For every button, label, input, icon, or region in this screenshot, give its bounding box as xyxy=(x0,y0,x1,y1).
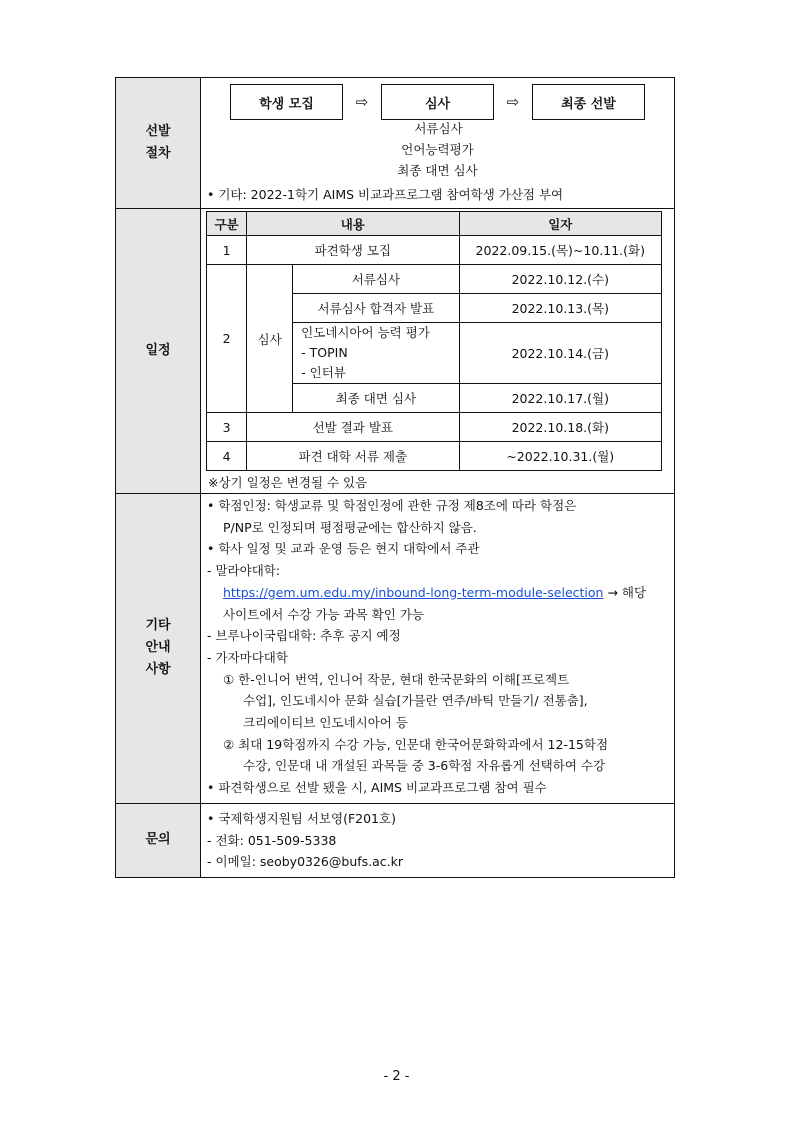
etc-line: - 가자마다대학 xyxy=(207,649,288,665)
arrow-icon: ⇨ xyxy=(506,93,520,111)
procedure-note: • 기타: 2022-1학기 AIMS 비교과프로그램 참여학생 가산점 부여 xyxy=(207,187,564,202)
table-row: 2 심사 서류심사 2022.10.12.(수) xyxy=(207,265,662,294)
col-header: 내용 xyxy=(247,212,459,236)
etc-line: 사이트에서 수강 가능 과목 확인 가능 xyxy=(223,606,424,622)
col-header: 구분 xyxy=(207,212,247,236)
etc-header: 기타 안내 사항 xyxy=(116,494,201,804)
schedule-row xyxy=(116,209,675,494)
procedure-content xyxy=(201,78,675,209)
table-row: 최종 대면 심사 2022.10.17.(월) xyxy=(207,384,662,413)
etc-line: - 브루나이국립대학: 추후 공지 예정 xyxy=(207,628,401,644)
malaya-module-link[interactable]: https://gem.um.edu.my/inbound-long-term-module-selection xyxy=(223,584,604,600)
table-row: 1 파견학생 모집 2022.09.15.(목)~10.11.(화) xyxy=(207,236,662,265)
etc-line: - 말라야대학: xyxy=(207,563,281,579)
contact-content xyxy=(201,803,675,877)
etc-line: • 학점인정: 학생교류 및 학점인정에 관한 규정 제8조에 따라 학점은 xyxy=(207,498,577,513)
procedure-row xyxy=(116,78,675,209)
table-row: 인도네시아어 능력 평가 - TOPIN - 인터뷰 2022.10.14.(금) xyxy=(207,323,662,384)
etc-line: ② 최대 19학점까지 수강 가능, 인문대 한국어문화학과에서 12-15학점 xyxy=(223,736,609,752)
arrow-icon: ⇨ xyxy=(355,93,369,111)
step-box-final: 최종 선발 xyxy=(532,84,645,120)
contact-row xyxy=(116,803,675,877)
step-box-recruit: 학생 모집 xyxy=(230,84,343,120)
etc-line: → 해당 xyxy=(607,584,647,600)
etc-content xyxy=(201,494,675,804)
table-row: 4 파견 대학 서류 제출 ~2022.10.31.(월) xyxy=(207,442,662,471)
etc-line: P/NP로 인정되며 평점평균에는 합산하지 않음. xyxy=(223,519,477,535)
contact-line: - 전화: 051-509-5338 xyxy=(207,832,337,848)
page-number: - 2 - xyxy=(383,1069,410,1084)
review-sub-item: 서류심사 xyxy=(414,121,463,136)
info-table xyxy=(115,77,675,878)
etc-line: ① 한-인니어 번역, 인니어 작문, 현대 한국문화의 이해[프로젝트 xyxy=(223,671,570,687)
step-box-review: 심사 xyxy=(381,84,494,120)
contact-header: 문의 xyxy=(116,803,201,877)
table-row: 3 선발 결과 발표 2022.10.18.(화) xyxy=(207,413,662,442)
table-row: 서류심사 합격자 발표 2022.10.13.(목) xyxy=(207,294,662,323)
schedule-note: ※상기 일정은 변경될 수 있음 xyxy=(208,475,368,490)
review-sub-item: 언어능력평가 xyxy=(401,142,474,157)
etc-line: 크리에이티브 인도네시아어 등 xyxy=(243,715,408,731)
schedule-table xyxy=(206,211,662,471)
review-sub-item: 최종 대면 심사 xyxy=(397,163,478,178)
etc-line: 수업], 인도네시아 문화 실습[가믈란 연주/바틱 만들기/ 전통춤], xyxy=(243,693,588,709)
contact-line: • 국제학생지원팀 서보영(F201호) xyxy=(207,810,396,826)
contact-line: - 이메일: seoby0326@bufs.ac.kr xyxy=(207,854,404,870)
etc-line: • 학사 일정 및 교과 운영 등은 현지 대학에서 주관 xyxy=(207,541,480,557)
col-header: 일자 xyxy=(459,212,661,236)
etc-line: 수강, 인문대 내 개설된 과목들 중 3-6학점 자유롭게 선택하여 수강 xyxy=(243,758,606,774)
procedure-header: 선발 절차 xyxy=(116,78,201,209)
etc-row xyxy=(116,494,675,804)
schedule-content xyxy=(201,209,675,494)
schedule-header: 일정 xyxy=(116,209,201,494)
procedure-flow xyxy=(207,84,668,120)
etc-line: • 파견학생으로 선발 됐을 시, AIMS 비교과프로그램 참여 필수 xyxy=(207,780,547,796)
